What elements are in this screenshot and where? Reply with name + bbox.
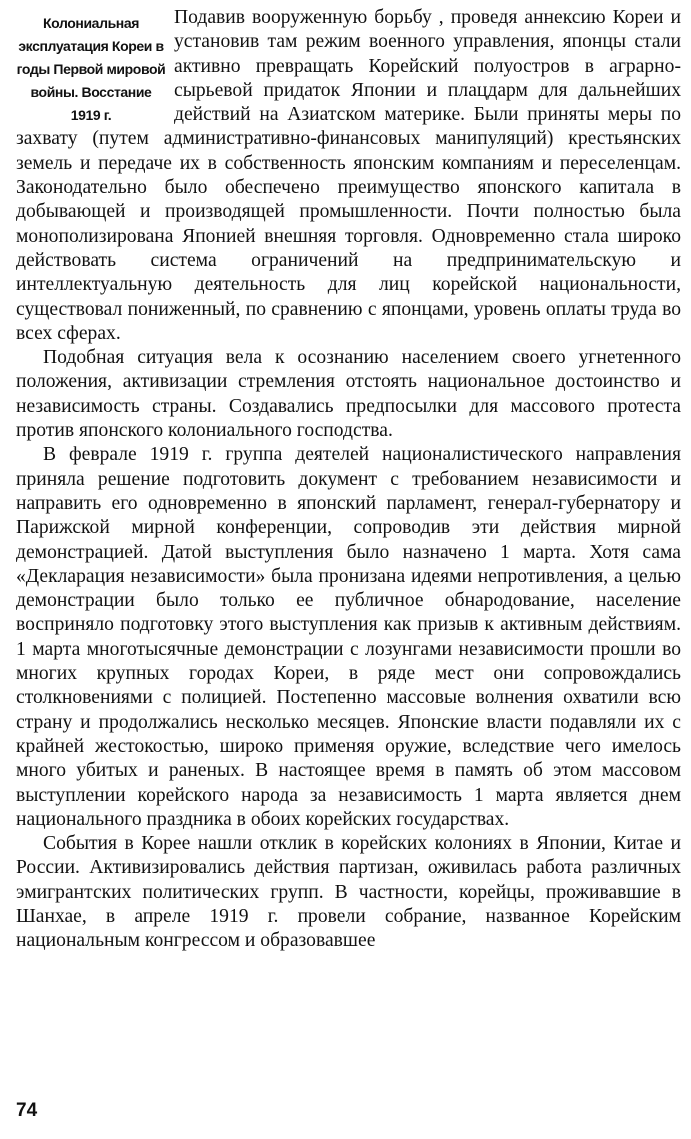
page-number: 74 [16, 1100, 38, 1121]
paragraph-3: В феврале 1919 г. группа деятелей националистического направления приняла решение подготовить документ с требованием независимости и направить его одновременно в японский парламент, генерал-губернатору и Парижской мирной конференции, сопроводив эти действия мирной демонстрацией. Датой выступления было назначено 1 марта. Хотя сама «Декларация независимости» была пронизана идеями непротивления, а целью демонстрации было только ее публичное обнародование, население восприняло подготовку этого выступления как призыв к активным действиям. 1 марта многотысячные демонстрации с лозунгами независимости прошли во многих крупных городах Кореи, в ряде мест они сопровождались столкновениями с полицией. Постепенно массовые волнения охватили всю страну и продолжались несколько месяцев. Японские власти подавляли их с крайней жестокостью, широко применяя оружие, вследствие чего имелось много убитых и раненых. В настоящее время в память об этом массовом выступлении корейского народа за независимость 1 марта является днем национального праздника в обоих корейских государствах. [16, 444, 681, 830]
book-page [16, 6, 681, 1131]
paragraph-1: Подавив вооруженную борьбу , проведя аннексию Кореи и установив там режим военного управления, японцы стали активно превращать Корейский полуостров в аграрно-сырьевой придаток Японии и плацдарм для дальнейших действий на Азиатском материке. Были приняты меры по захвату (путем административно-финансовых манипуляций) крестьянских земель и передаче их в собственность японским компаниям и переселенцам. Законодательно было обеспечено преимущество японского капитала в добывающей и производящей промышленности. Почти полностью была монополизирована Японией внешняя торговля. Одновременно стала широко действовать система ограничений на предпринимательскую и интеллектуальную деятельность для лиц корейской национальности, существовал пониженный, по сравнению с японцами, уровень оплаты труда во всех сферах. [16, 7, 681, 344]
side-note-heading: Колониальная эксплуатация Кореи в годы Первой мировой войны. Восстание 1919 г. [16, 15, 166, 123]
main-text [16, 6, 681, 954]
paragraph-2: Подобная ситуация вела к осознанию населением своего угнетенного положения, активизации стремления отстоять национальное достоинство и независимость страны. Создавались предпосылки для массового протеста против японского колониального господства. [16, 347, 681, 442]
paragraph-4: События в Корее нашли отклик в корейских колониях в Японии, Китае и России. Активизировались действия партизан, оживилась работа различных эмигрантских политических групп. В частности, корейцы, проживавшие в Шанхае, в апреле 1919 г. провели собрание, названное Корейским национальным конгрессом и образовавшее [16, 833, 681, 952]
